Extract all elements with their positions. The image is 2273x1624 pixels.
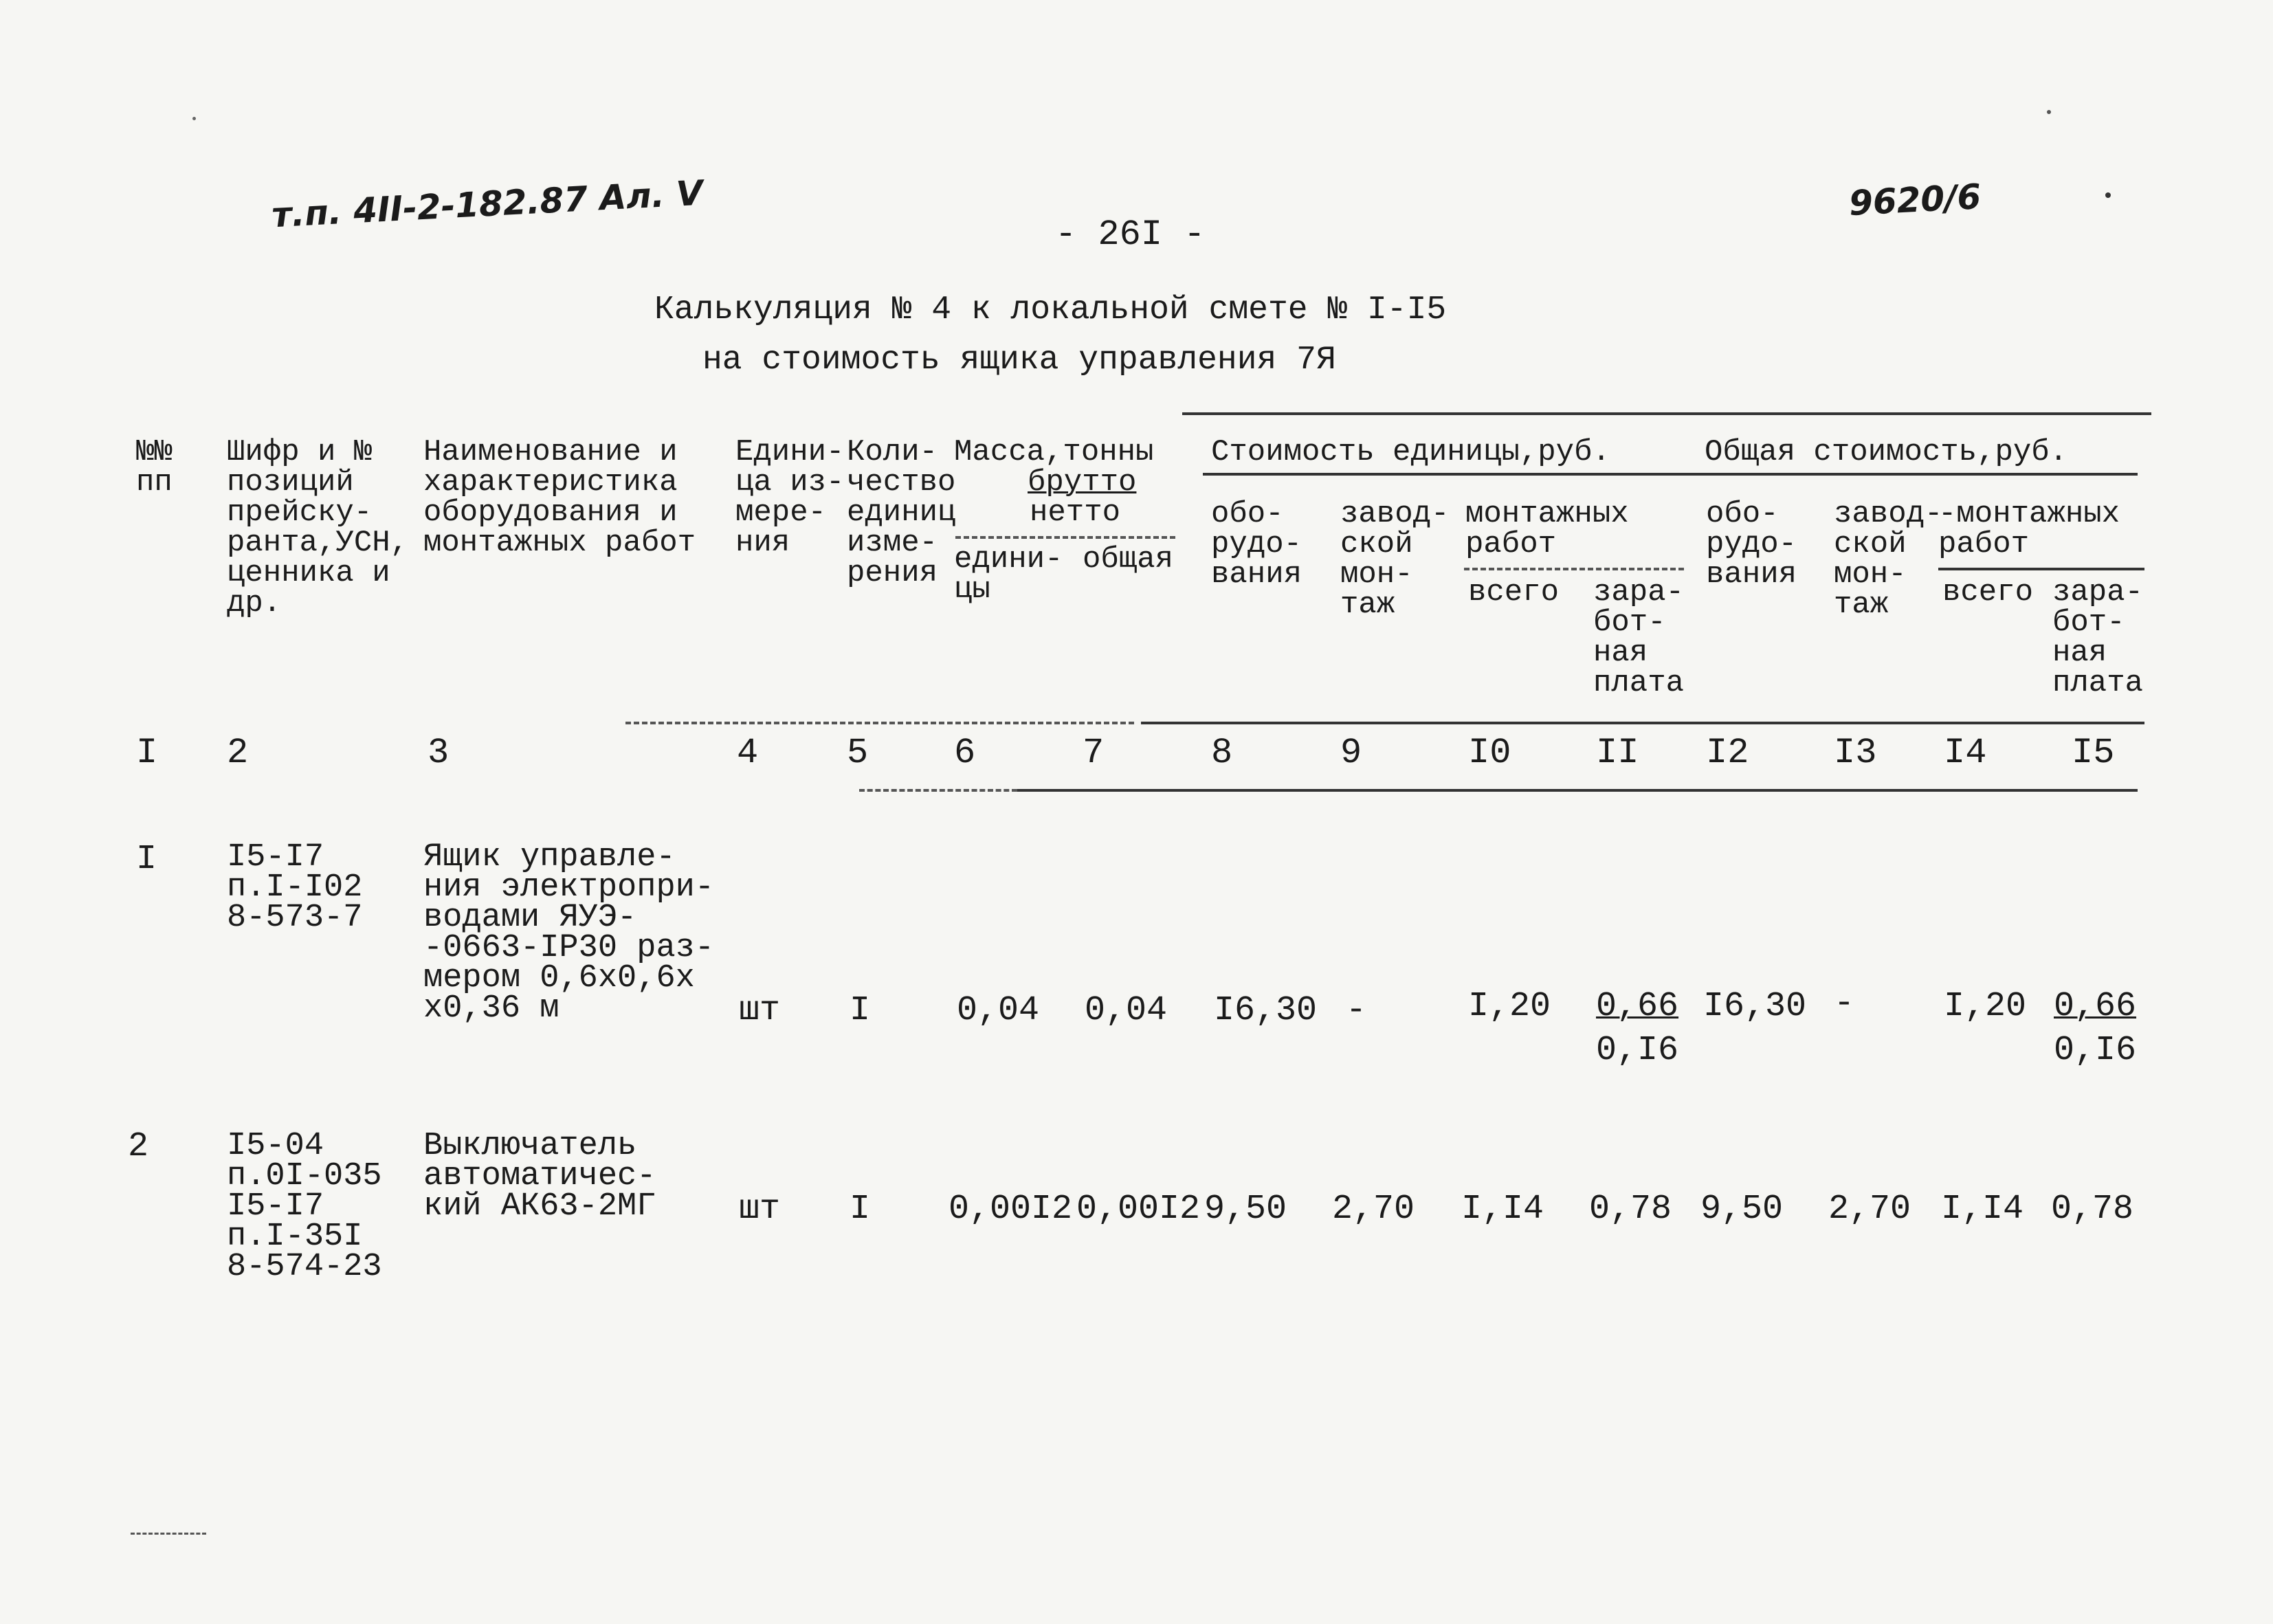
col-number: I3 — [1834, 733, 1877, 773]
col-number: 8 — [1211, 733, 1233, 773]
row-cost-factory: - — [1346, 991, 1367, 1030]
col-header-total-factory: завод- ской мон- таж — [1834, 497, 1943, 622]
col-header-total-mont-wage: зара- бот- ная плата — [2052, 575, 2144, 700]
col-header-mass-total: общая — [1083, 542, 1174, 577]
col-header-mass-group: Масса,тонны — [954, 435, 1154, 469]
col-header-total-cost-group: Общая стоимость,руб. — [1705, 435, 2068, 469]
col-number: I0 — [1468, 733, 1511, 773]
col-header-mass-unit: едини- цы — [954, 542, 1063, 607]
row-unit: шт — [739, 1190, 781, 1229]
col-header-mass-brutto: брутто — [1028, 465, 1137, 500]
col-number: 3 — [428, 733, 450, 773]
col-number: 4 — [737, 733, 759, 773]
row-cost-mont-total: I,I4 — [1461, 1190, 1544, 1229]
col-header-unit-equipment: обо- рудо- вания — [1211, 497, 1302, 592]
row-total-mont-total: I,20 — [1944, 987, 2027, 1026]
row-cost-factory: 2,70 — [1332, 1190, 1415, 1229]
col-header-quantity: Коли- чество единиц изме- рения — [847, 435, 956, 590]
col-header-number: №№ пп — [136, 435, 173, 500]
col-number: I — [136, 733, 158, 773]
numbers-bottom-rule-left — [859, 789, 1017, 792]
col-header-total-mont-total: всего — [1942, 575, 2034, 610]
col-number: 7 — [1083, 733, 1105, 773]
col-header-total-equipment: обо- рудо- вания — [1706, 497, 1797, 592]
col-header-unit-mont-group: монтажных работ — [1465, 497, 1629, 561]
row-cost-mont-wage-sub: 0,I6 — [1596, 1031, 1679, 1070]
mass-rule — [955, 536, 1175, 539]
col-number: 5 — [847, 733, 869, 773]
col-header-unit-cost-group: Стоимость единицы,руб. — [1211, 435, 1610, 469]
col-number: 2 — [227, 733, 249, 773]
row-unit: шт — [739, 991, 781, 1030]
col-number: I5 — [2072, 733, 2115, 773]
row-total-mont-wage: 0,78 — [2051, 1190, 2134, 1229]
row-mass-total: 0,00I2 — [1076, 1190, 1201, 1229]
row-total-equipment: I6,30 — [1703, 987, 1807, 1026]
row-quantity: I — [850, 991, 871, 1030]
document-title: Калькуляция № 4 к локальной смете № I-I5 — [654, 291, 1447, 329]
col-number: 9 — [1340, 733, 1362, 773]
col-header-unit-mont-wage: зара- бот- ная плата — [1593, 575, 1685, 700]
row-cost-mont-wage: 0,66 — [1596, 987, 1679, 1026]
col-header-unit-factory: завод- ской мон- таж — [1340, 497, 1450, 622]
row-cost-mont-total: I,20 — [1468, 987, 1551, 1026]
archive-stamp: 9620/6 — [1848, 177, 1982, 223]
row-quantity: I — [850, 1190, 871, 1229]
col-number: II — [1596, 733, 1639, 773]
cost-group-rule — [1203, 473, 2138, 476]
row-total-equipment: 9,50 — [1700, 1190, 1784, 1229]
scan-speck — [2047, 110, 2051, 114]
row-mass-total: 0,04 — [1085, 991, 1168, 1030]
page-number: - 26I - — [1055, 214, 1206, 255]
row-total-mont-total: I,I4 — [1941, 1190, 2024, 1229]
document-subtitle: на стоимость ящика управления 7Я — [702, 342, 1336, 379]
row-total-mont-wage: 0,66 — [2054, 987, 2137, 1026]
mont-total-rule — [1938, 568, 2144, 570]
header-bottom-rule — [1141, 722, 2144, 724]
col-number: I4 — [1944, 733, 1987, 773]
mont-unit-rule — [1464, 568, 1684, 570]
header-bottom-rule-left — [625, 722, 1134, 724]
scan-speck — [192, 117, 196, 120]
col-header-unit: Едини- ца из- мере- ния — [735, 435, 845, 560]
row-cost-equipment: I6,30 — [1214, 991, 1318, 1030]
row-total-factory: - — [1834, 984, 1855, 1023]
scan-mark — [131, 1533, 206, 1535]
document-reference: т.п. 4II-2-182.87 Ал. V — [270, 173, 705, 236]
row-code: I5-04 п.0I-035 I5-I7 п.I-35I 8-574-23 — [227, 1128, 382, 1285]
row-code: I5-I7 п.I-I02 8-573-7 — [227, 839, 363, 936]
row-total-factory: 2,70 — [1828, 1190, 1911, 1229]
col-number: 6 — [954, 733, 976, 773]
row-name: Ящик управле- ния электропри- водами ЯУЭ- -0663-IP30 раз- мером 0,6х0,6х х0,36 м — [423, 839, 715, 1027]
numbers-bottom-rule — [1017, 789, 2138, 792]
col-header-mass-netto: нетто — [1030, 496, 1121, 530]
row-cost-equipment: 9,50 — [1204, 1190, 1287, 1229]
col-number: I2 — [1706, 733, 1749, 773]
row-name: Выключатель автоматичес- кий АК63-2МГ — [423, 1128, 656, 1225]
row-mass-unit: 0,00I2 — [949, 1190, 1073, 1229]
row-number: 2 — [128, 1127, 149, 1166]
row-total-mont-wage-sub: 0,I6 — [2054, 1031, 2137, 1070]
col-header-name: Наименование и характеристика оборудования и монтажных работ — [423, 435, 696, 560]
row-cost-mont-wage: 0,78 — [1589, 1190, 1672, 1229]
col-header-total-mont-group: -монтажных работ — [1938, 497, 2120, 561]
col-header-unit-mont-total: всего — [1468, 575, 1560, 610]
col-header-code: Шифр и № позиций прейску- ранта,УСН, ценника и др. — [227, 435, 409, 621]
table-top-rule — [1182, 412, 2151, 415]
row-number: I — [136, 840, 157, 879]
scan-speck — [2105, 192, 2111, 198]
row-mass-unit: 0,04 — [957, 991, 1040, 1030]
